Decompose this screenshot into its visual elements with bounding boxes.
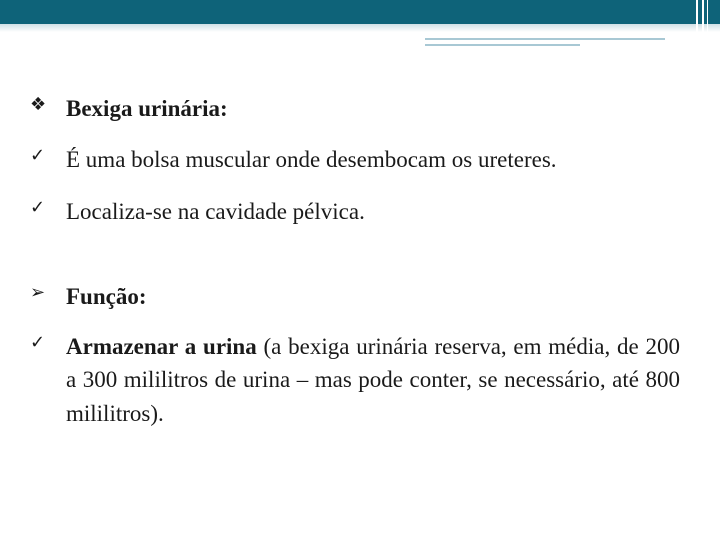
bullet-item: [30, 143, 680, 176]
heading-funcao: Função:: [66, 284, 147, 309]
checkmark-icon: ✓: [30, 145, 46, 166]
bullet-item: [30, 280, 680, 313]
banner-stripe: [707, 0, 708, 50]
arrow-bullet-icon: ➢: [30, 282, 46, 303]
bold-phrase: Armazenar a urina: [66, 334, 257, 359]
banner-accent-line-short: [425, 44, 580, 46]
bullet-item: [30, 330, 680, 430]
checkmark-icon: ✓: [30, 197, 46, 218]
heading-bexiga: Bexiga urinária:: [66, 96, 228, 121]
banner-stripe: [702, 0, 704, 50]
top-banner: [0, 0, 720, 24]
checkmark-icon: ✓: [30, 332, 46, 353]
bullet-text: É uma bolsa muscular onde desembocam os ureteres.: [66, 147, 557, 172]
top-banner-shadow: [0, 24, 720, 32]
banner-accent-line: [425, 38, 665, 40]
bullet-item: [30, 195, 680, 228]
banner-stripe: [696, 0, 698, 50]
bullet-text: [66, 330, 680, 430]
bullet-text: Localiza-se na cavidade pélvica.: [66, 199, 365, 224]
bullet-item: [30, 92, 680, 125]
diamond-bullet-icon: ❖: [30, 94, 47, 115]
bullet-text-rest: (a bexiga urinária reserva, em média, de 200 a 300 mililitros de urina – mas pode conter, se necessário, até 800 mililitros).: [66, 334, 680, 426]
